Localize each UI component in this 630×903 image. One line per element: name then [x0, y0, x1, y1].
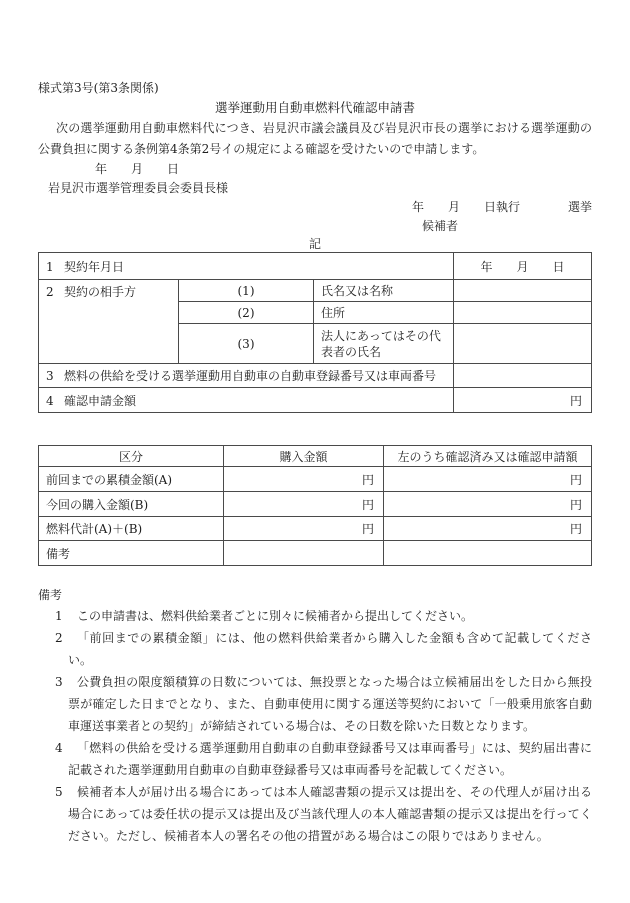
note-text: 「前回までの累積金額」には、他の燃料供給業者から購入した金額も含めて記載してください。 — [68, 631, 592, 667]
current-purchase-cell: 円 — [224, 492, 384, 517]
fuel-total-purchase-cell: 円 — [224, 517, 384, 541]
intro-paragraph: 次の選挙運動用自動車燃料代につき、岩見沢市議会議員及び岩見沢市長の選挙における選挙運動の公費負担に関する条例第4条第2号イの規定による確認を受けたいので申請します。 — [38, 121, 592, 156]
column-header-confirmed-amount: 左のうち確認済み又は確認申請額 — [384, 446, 592, 467]
note-item-2 — [38, 627, 592, 671]
contract-date-value-cell: 年 月 日 — [454, 253, 592, 280]
row-number: 2 — [46, 285, 54, 299]
current-confirmed-cell: 円 — [384, 492, 592, 517]
note-number: 1 — [55, 609, 63, 623]
current-purchase-label: 今回の購入金額(B) — [39, 492, 224, 517]
vehicle-number-value-cell — [454, 364, 592, 388]
note-number: 3 — [55, 675, 63, 689]
note-item-1 — [38, 605, 592, 627]
cumulative-amount-label: 前回までの累積金額(A) — [39, 467, 224, 492]
counterparty-name-value-cell — [454, 280, 592, 302]
note-text: 公費負担の限度額積算の日数については、無投票となった場合は立候補届出をした日から無投票が確定した日までとなり、また、自動車使用に関する運送等契約において「一般乗用旅客自動車運送事業者との契約」が締結されている場合は、その日数を除いた日数となります。 — [68, 675, 592, 733]
notes-section — [38, 586, 592, 847]
amount-label-cell — [39, 388, 454, 413]
note-item-5 — [38, 781, 592, 847]
cumulative-purchase-cell: 円 — [224, 467, 384, 492]
counterparty-address-value-cell — [454, 302, 592, 324]
counterparty-name-label: 氏名又は名称 — [314, 280, 454, 302]
counterparty-item-number: (3) — [179, 324, 314, 364]
application-date-line: 年 月 日 — [95, 162, 180, 176]
counterparty-representative-label: 法人にあってはその代表者の氏名 — [314, 324, 454, 364]
contract-date-label-cell — [39, 253, 454, 280]
candidate-label: 候補者 — [421, 219, 458, 233]
row-number: 1 — [46, 259, 54, 274]
table-header-row — [39, 446, 592, 467]
row-number: 3 — [46, 369, 54, 383]
counterparty-label: 契約の相手方 — [64, 285, 137, 299]
counterparty-item-number: (2) — [179, 302, 314, 324]
ki-heading: 記 — [308, 237, 321, 251]
fuel-total-confirmed-cell: 円 — [384, 517, 592, 541]
form-number: 様式第3号(第3条関係) — [38, 81, 159, 95]
counterparty-address-label: 住所 — [314, 302, 454, 324]
counterparty-label-cell — [39, 280, 179, 364]
document-title: 選挙運動用自動車燃料代確認申請書 — [214, 100, 415, 115]
purchase-amount-table — [38, 445, 592, 566]
amount-label: 確認申請金額 — [64, 393, 137, 408]
column-header-purchase-amount: 購入金額 — [224, 446, 384, 467]
note-text: 候補者本人が届け出る場合にあっては本人確認書類の提示又は提出を、その代理人が届け出る場合にあっては委任状の提示又は提出及び当該代理人の本人確認書類の提示又は提出を行ってください。ただし、候補者本人の署名その他の措置がある場合はこの限りではありません。 — [68, 785, 592, 843]
vehicle-number-label: 燃料の供給を受ける選挙運動用自動車の自動車登録番号又は車両番号 — [64, 369, 437, 383]
remarks-cell-confirmed — [384, 541, 592, 566]
table-row — [39, 253, 592, 280]
election-execution-line: 年 月 日執行 選挙 — [411, 200, 592, 214]
contract-date-label: 契約年月日 — [64, 259, 125, 274]
vehicle-number-label-cell — [39, 364, 454, 388]
notes-heading: 備考 — [38, 588, 63, 602]
remarks-cell-purchase — [224, 541, 384, 566]
addressee: 岩見沢市選挙管理委員会委員長様 — [48, 181, 229, 195]
counterparty-item-number: (1) — [179, 280, 314, 302]
note-item-3 — [38, 671, 592, 737]
column-header-category: 区分 — [39, 446, 224, 467]
table-row — [39, 492, 592, 517]
amount-value-cell: 円 — [454, 388, 592, 413]
note-item-4 — [38, 737, 592, 781]
election-candidate-block — [38, 198, 592, 236]
cumulative-confirmed-cell: 円 — [384, 467, 592, 492]
table-row — [39, 467, 592, 492]
table-row — [39, 517, 592, 541]
note-text: この申請書は、燃料供給業者ごとに別々に候補者から提出してください。 — [77, 609, 474, 623]
table-row — [39, 280, 592, 302]
counterparty-representative-value-cell — [454, 324, 592, 364]
note-number: 5 — [55, 785, 63, 799]
remarks-label: 備考 — [39, 541, 224, 566]
fuel-total-label: 燃料代計(A)＋(B) — [39, 517, 224, 541]
row-number: 4 — [46, 393, 54, 408]
note-number: 2 — [55, 631, 63, 645]
note-text: 「燃料の供給を受ける選挙運動用自動車の自動車登録番号又は車両番号」には、契約届出書に記載された選挙運動用自動車の自動車登録番号又は車両番号を記載してください。 — [68, 741, 592, 777]
table-row — [39, 388, 592, 413]
table-row — [39, 364, 592, 388]
note-number: 4 — [55, 741, 63, 755]
contract-info-table — [38, 252, 592, 413]
table-row — [39, 541, 592, 566]
